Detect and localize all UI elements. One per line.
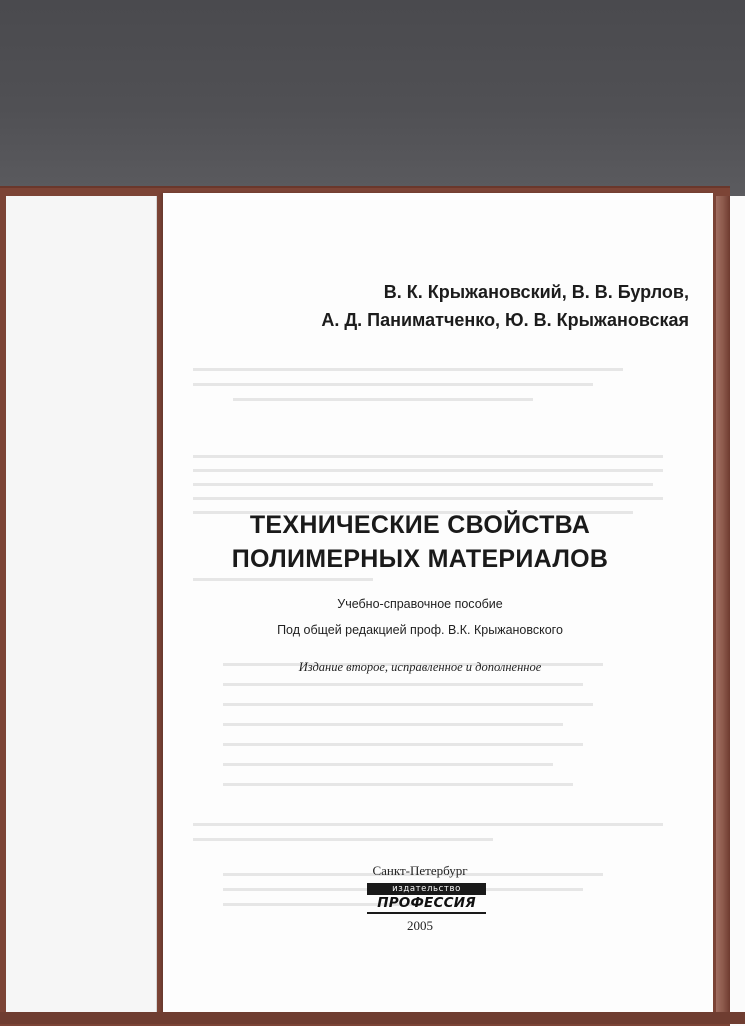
authors [321, 278, 689, 334]
scanner-background [0, 0, 745, 196]
authors-line-1: В. К. Крыжановский, В. В. Бурлов, [383, 282, 689, 302]
edition-note: Издание второе, исправленное и дополненное [298, 660, 542, 674]
authors-line-2: А. Д. Паниматченко, Ю. В. Крыжановская [321, 310, 689, 330]
cover-bottom-edge [0, 1012, 745, 1024]
publisher-logo [367, 883, 486, 914]
publisher-logo-name: ПРОФЕССИЯ [367, 895, 486, 914]
book-title-line-1: ТЕХНИЧЕСКИЕ СВОЙСТВА [249, 511, 591, 539]
publication-year: 2005 [407, 918, 433, 933]
publisher-logo-top: издательство [367, 883, 486, 895]
previous-page [6, 196, 157, 1024]
book-title-line-2: ПОЛИМЕРНЫХ МАТЕРИАЛОВ [231, 545, 609, 573]
book-subtitle: Учебно-справочное пособие [337, 597, 503, 611]
book-title [190, 508, 650, 576]
publication-city: Санкт-Петербург [372, 863, 468, 878]
editor-line: Под общей редакцией проф. В.К. Крыжановского [277, 623, 563, 637]
cover-edge [716, 196, 730, 1024]
